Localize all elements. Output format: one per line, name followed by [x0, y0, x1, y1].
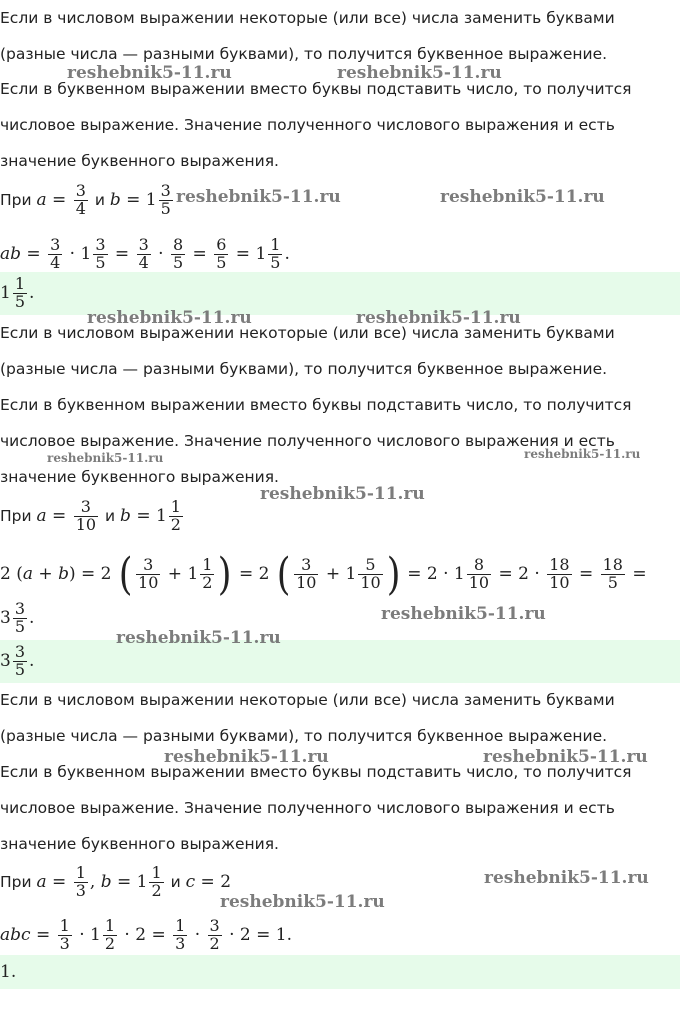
watermark: reshebnik5-11.ru	[356, 308, 521, 328]
watermark: reshebnik5-11.ru	[47, 451, 164, 465]
theory-line: числовое выражение. Значение полученного числового выражения и есть	[0, 432, 615, 450]
watermark: reshebnik5-11.ru	[524, 447, 641, 461]
theory-line: (разные числа — разными буквами), то получится буквенное выражение.	[0, 45, 608, 63]
watermark: reshebnik5-11.ru	[176, 187, 341, 207]
watermark: reshebnik5-11.ru	[337, 63, 502, 83]
solution-equation: abc = $\frac{1}{3}$ · 1 $\frac{1}{2}$ · 2 = $\frac{1}{3}$ · $\frac{3}{2}$ · 2 = 1.	[0, 916, 293, 953]
watermark: reshebnik5-11.ru	[260, 484, 425, 504]
given-conjunction: и	[94, 191, 105, 209]
given-values: При a = $\frac{3}{4}$ и b = 1 $\frac{3}{5}$	[0, 181, 171, 218]
watermark: reshebnik5-11.ru	[116, 628, 281, 648]
watermark: reshebnik5-11.ru	[484, 868, 649, 888]
theory-line: значение буквенного выражения.	[0, 468, 279, 486]
answer-value: 1 $\frac{1}{5}$ .	[0, 274, 35, 311]
theory-line: числовое выражение. Значение полученного числового выражения и есть	[0, 116, 615, 134]
answer-value: 3 $\frac{3}{5}$ .	[0, 642, 35, 679]
watermark: reshebnik5-11.ru	[440, 187, 605, 207]
given-values: При a = $\frac{1}{3}$ , b = 1 $\frac{1}{2}$ и c = 2	[0, 863, 232, 900]
watermark: reshebnik5-11.ru	[220, 892, 385, 912]
theory-line: Если в буквенном выражении вместо буквы подставить число, то получится	[0, 396, 632, 414]
watermark: reshebnik5-11.ru	[67, 63, 232, 83]
theory-line: значение буквенного выражения.	[0, 835, 279, 853]
theory-line: Если в числовом выражении некоторые (или все) числа заменить буквами	[0, 324, 615, 342]
fraction: $\frac{3}{4}$	[75, 181, 86, 218]
answer-value: 1.	[0, 962, 17, 982]
theory-line: (разные числа — разными буквами), то получится буквенное выражение.	[0, 360, 608, 378]
solution-equation-continued: 3 $\frac{3}{5}$ .	[0, 599, 35, 636]
watermark: reshebnik5-11.ru	[164, 747, 329, 767]
theory-line: значение буквенного выражения.	[0, 152, 279, 170]
watermark: reshebnik5-11.ru	[381, 604, 546, 624]
answer-block	[0, 640, 680, 683]
theory-line: Если в буквенном выражении вместо буквы подставить число, то получится	[0, 763, 632, 781]
theory-line: Если в числовом выражении некоторые (или все) числа заменить буквами	[0, 9, 615, 27]
theory-line: Если в буквенном выражении вместо буквы подставить число, то получится	[0, 80, 632, 98]
watermark: reshebnik5-11.ru	[87, 308, 252, 328]
answer-block	[0, 272, 680, 315]
given-values: При a = $\frac{3}{10}$ и b = 1 $\frac{1}{2}$	[0, 497, 181, 534]
theory-line: (разные числа — разными буквами), то получится буквенное выражение.	[0, 727, 608, 745]
given-label: При	[0, 191, 32, 209]
theory-line: Если в числовом выражении некоторые (или все) числа заменить буквами	[0, 691, 615, 709]
solution-equation: ab = $\frac{3}{4}$ · 1 $\frac{3}{5}$ = $\frac{3}{4}$ · $\frac{8}{5}$ = $\frac{6}{5}$ = 1 $\frac{1}{5}$ .	[0, 235, 290, 272]
watermark: reshebnik5-11.ru	[483, 747, 648, 767]
theory-line: числовое выражение. Значение полученного числового выражения и есть	[0, 799, 615, 817]
answer-block	[0, 955, 680, 989]
solution-equation: 2 (a + b) = 2 ( $\frac{3}{10}$ + 1 $\frac{1}{2}$ ) = 2 ( $\frac{3}{10}$ + 1 $\frac{5}{10}$ ) = 2 · 1 $\frac{8}{10}$ = 2 · $\frac{18}{10}$ = $\frac{18}{5}$ =	[0, 548, 647, 600]
fraction: $\frac{3}{5}$	[160, 181, 171, 218]
